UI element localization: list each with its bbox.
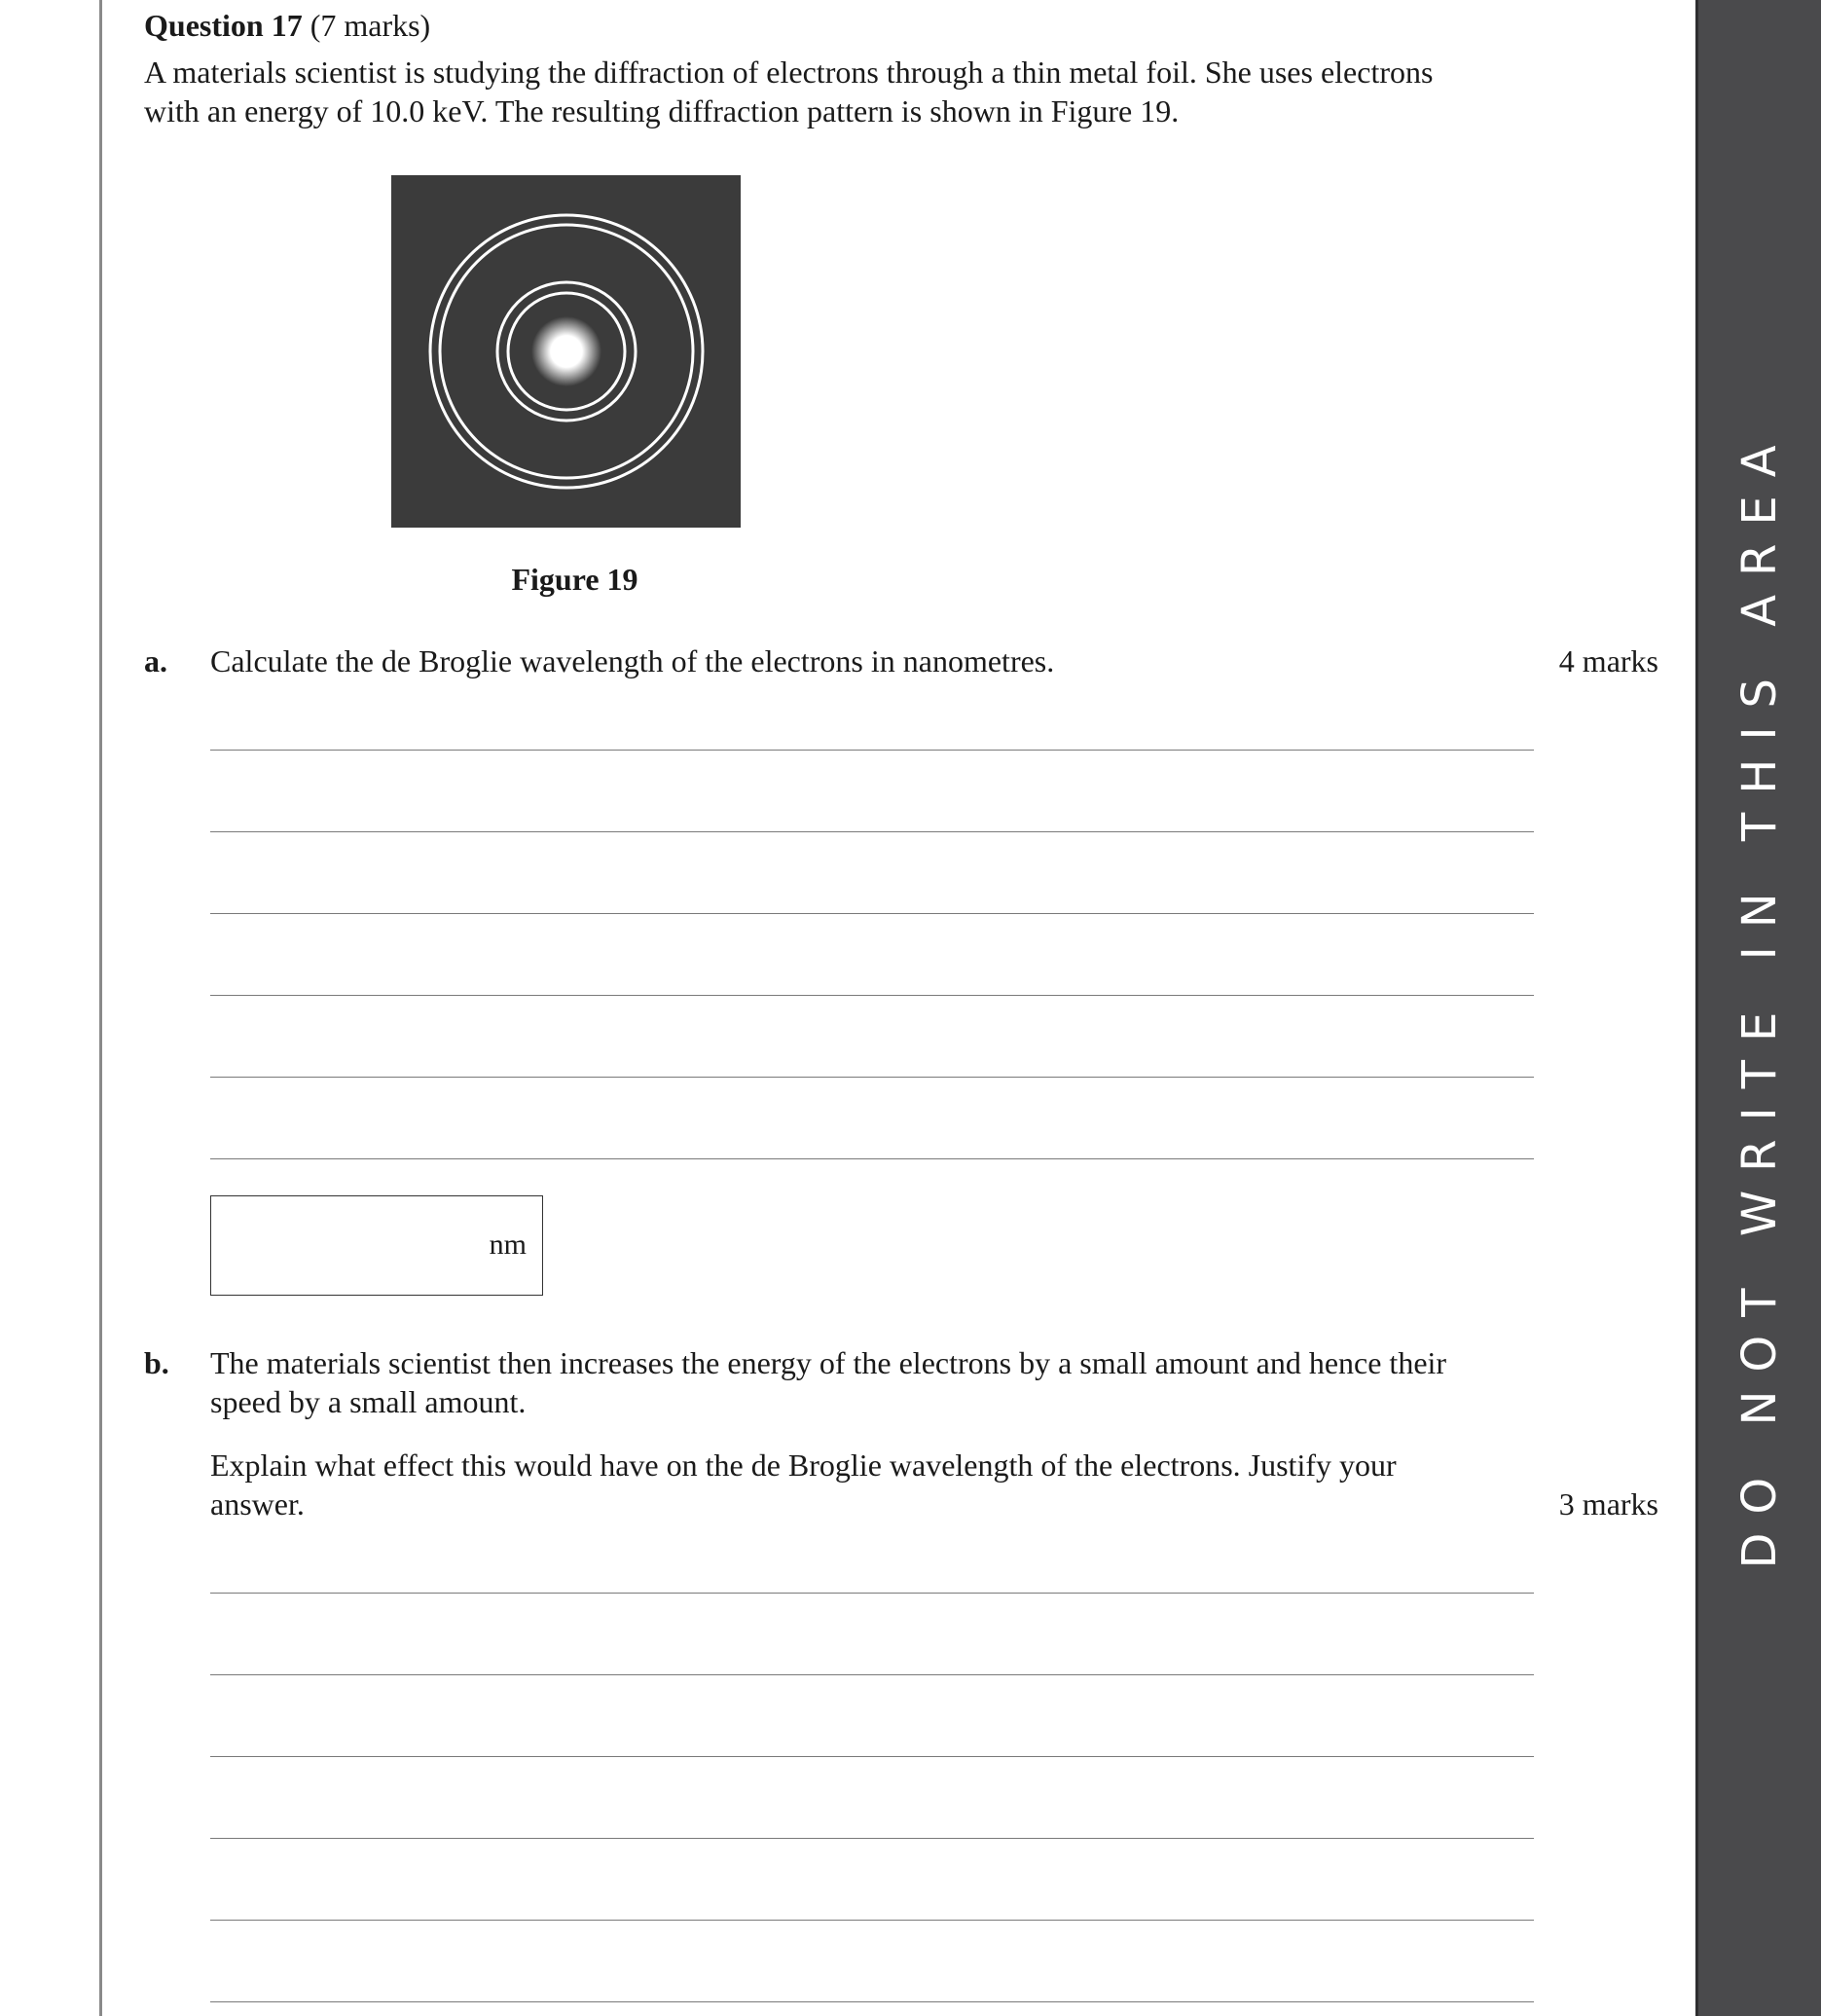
answer-line-b4[interactable] <box>210 1838 1534 1839</box>
figure-caption: Figure 19 <box>511 562 638 597</box>
part-b-label: b. <box>144 1345 169 1380</box>
answer-line-b6[interactable] <box>210 2001 1534 2002</box>
part-a-question <box>210 641 1514 680</box>
answer-line-a2[interactable] <box>210 831 1534 832</box>
do-not-write-margin <box>1695 0 1821 2016</box>
do-not-write-text: DO NOT WRITE IN THIS AREA <box>1732 426 1787 1569</box>
part-b-text-line-4: answer. <box>210 1486 305 1521</box>
answer-line-b2[interactable] <box>210 1674 1534 1675</box>
answer-line-b3[interactable] <box>210 1756 1534 1757</box>
answer-line-b1[interactable] <box>210 1593 1534 1594</box>
question-marks: (7 marks) <box>310 8 431 43</box>
answer-line-a6[interactable] <box>210 1158 1534 1159</box>
part-b-text-line-2: speed by a small amount. <box>210 1384 527 1419</box>
answer-line-b5[interactable] <box>210 1920 1534 1921</box>
intro-line-1: A materials scientist is studying the diffraction of electrons through a thin metal foil. She uses electrons <box>144 55 1434 90</box>
answer-line-a5[interactable] <box>210 1077 1534 1078</box>
central-bright-spot <box>531 316 601 386</box>
part-a-label: a. <box>144 643 167 678</box>
question-heading <box>144 6 430 45</box>
part-b-question <box>210 1343 1514 1523</box>
diffraction-pattern-figure <box>391 175 741 528</box>
answer-box-a[interactable] <box>210 1195 543 1296</box>
part-b-text-line-1: The materials scientist then increases the energy of the electrons by a small amount and hence their <box>210 1345 1447 1380</box>
part-b-marks: 3 marks <box>1558 1486 1658 1521</box>
diffraction-pattern-image <box>391 175 741 528</box>
answer-unit: nm <box>489 1228 527 1261</box>
question-number: Question 17 <box>144 8 303 43</box>
part-b-text-line-3: Explain what effect this would have on the de Broglie wavelength of the electrons. Justify your <box>210 1448 1397 1483</box>
answer-line-a1[interactable] <box>210 750 1534 751</box>
part-a-marks: 4 marks <box>1558 643 1658 678</box>
left-margin-rule <box>99 0 102 2016</box>
answer-line-a3[interactable] <box>210 913 1534 914</box>
answer-line-a4[interactable] <box>210 995 1534 996</box>
part-a-text: Calculate the de Broglie wavelength of the electrons in nanometres. <box>210 643 1055 678</box>
intro-line-2: with an energy of 10.0 keV. The resulting diffraction pattern is shown in Figure 19. <box>144 93 1180 128</box>
question-intro <box>144 53 1507 130</box>
